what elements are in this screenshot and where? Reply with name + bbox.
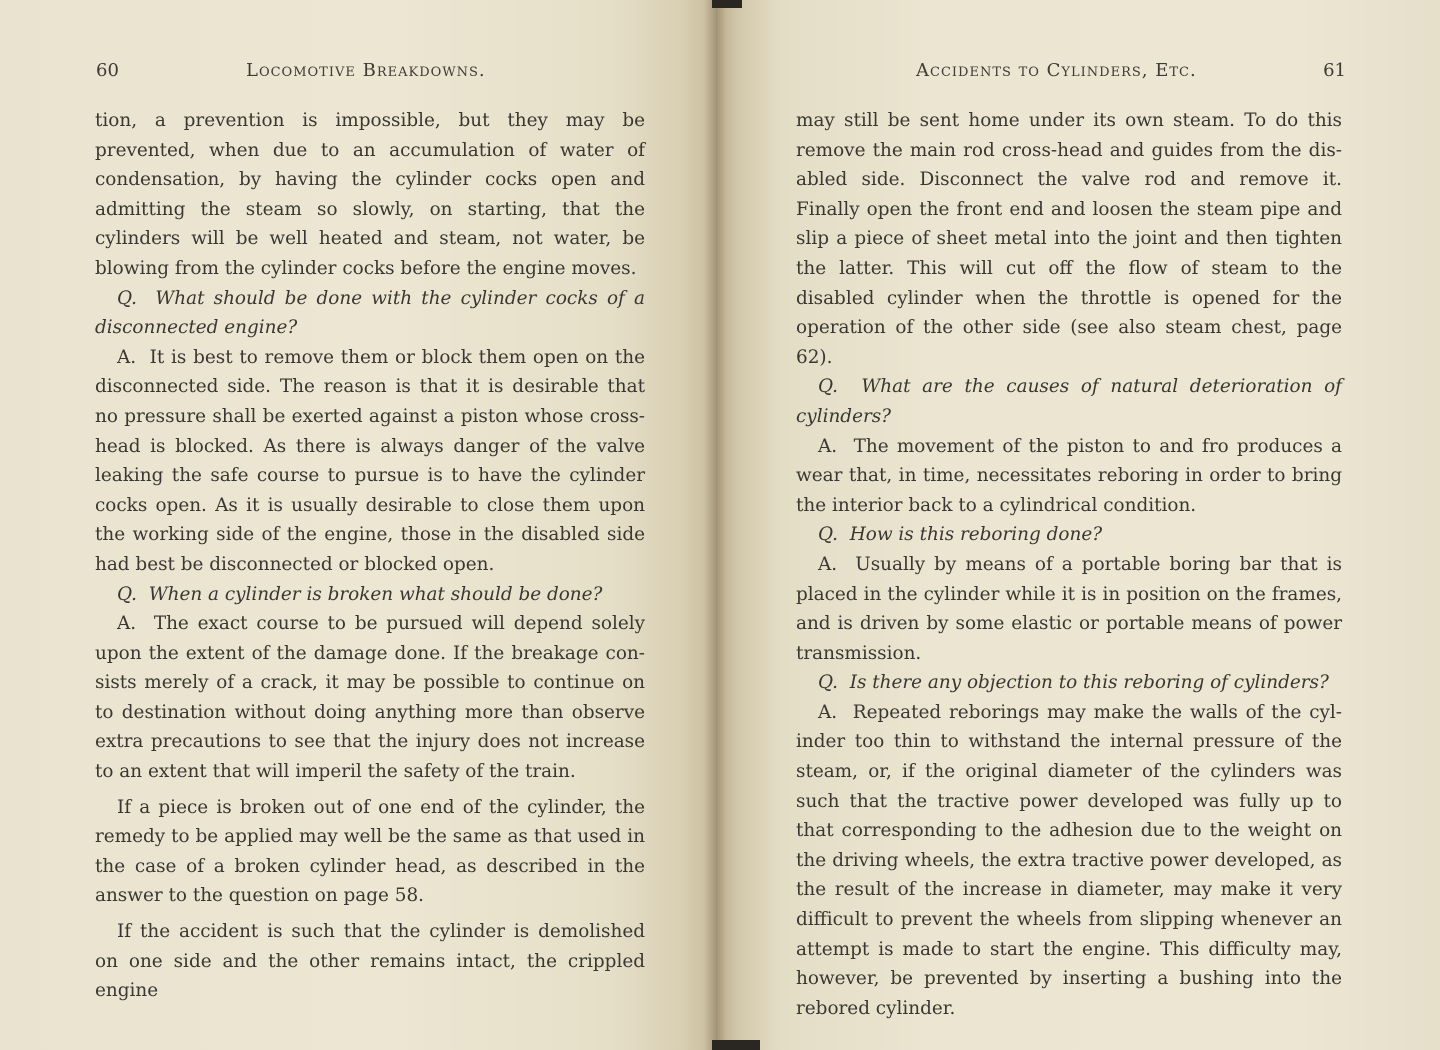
answer-paragraph [95,343,645,580]
paragraph: If a piece is broken out of one end of the cylinder, the remedy to be applied may well be the same as that used in the case of a broken cylinder head, as described in the answer to the question on page 58. [95,796,645,907]
answer-label: A. [818,701,838,723]
left-page-number: 60 [96,60,119,81]
question-paragraph [796,520,1342,550]
question-text: How is this reboring done? [849,524,1103,546]
question-text: When a cylinder is broken what should be done? [148,583,603,605]
answer-text: The exact course to be pursued will depend solely upon the extent of the damage done. If the breakage consists merely of a crack, it may be possible to continue on to destination without doing anything more than observe extra precautions to see that the injury does not increase to an extent that will imperil the safety of the train. [95,613,646,783]
answer-text: It is best to remove them or block them open on the disconnected side. The reason is that it is desirable that no pressure shall be exerted against a piston whose cross-head is blocked. As there is always danger of the valve leaking the safe course to pursue is to have the cylinder cocks open. As it is usually desirable to close them upon the working side of the engine, those in the disabled side had best be disconnected or blocked open. [95,346,645,575]
left-page-body [95,106,645,1006]
paragraph: may still be sent home under its own steam. To do this remove the main rod cross-head and guides from the disabled side. Disconnect the valve rod and remove it. Finally open the front end and loosen the steam pipe and slip a piece of sheet metal into the joint and then tighten the latter. This will cut off the flow of steam to the disabled cylinder when the throttle is opened for the operation of the other side (see also steam chest, page 62). [796,110,1342,368]
paragraph: tion, a prevention is impossible, but they may be prevented, when due to an accumulation of water of condensation, by having the cylinder cocks open and admitting the steam so slowly, on starting, that the cylinders will be well heated and steam, not water, be blowing from the cylinder cocks before the engine moves. [95,110,645,279]
answer-paragraph [796,432,1342,521]
question-paragraph [95,580,645,610]
book-gutter [704,0,726,1050]
answer-label: A. [818,553,838,575]
question-label: Q. [117,583,138,605]
answer-text: Usually by means of a portable boring bar that is placed in the cylinder while it is in position on the frames, and is driven by some elastic or portable means of power transmission. [796,553,1342,664]
right-running-head: Accidents to Cylinders, Etc. [916,60,1197,81]
question-label: Q. [818,672,839,694]
answer-text: The movement of the piston to and fro produces a wear that, in time, necessitates reboring in order to bring the interior back to a cylindrical condition. [796,435,1342,516]
left-running-head: Locomotive Breakdowns. [246,60,486,81]
question-text: What are the causes of natural deterioration of cylinders? [796,376,1342,427]
gutter-shadow-bottom [712,1040,760,1050]
right-page-body [796,106,1342,1023]
answer-paragraph [95,609,645,787]
gutter-shadow-top [712,0,742,8]
paragraph: If the accident is such that the cylinder is demolished on one side and the other remains intact, the crippled engine [95,921,645,1002]
question-label: Q. [818,524,839,546]
right-page-number: 61 [1323,60,1346,81]
answer-paragraph [796,698,1342,1024]
question-paragraph [796,372,1342,431]
right-page [716,0,1440,1050]
question-label: Q. [117,287,138,309]
question-text: What should be done with the cylinder cocks of a disconnected engine? [95,287,645,339]
question-paragraph [95,284,645,343]
answer-text: Repeated reborings may make the walls of the cylinder too thin to withstand the internal pressure of the steam, or, if the original diameter of the cylinders was such that the tractive power developed was fully up to that corresponding to the adhesion due to the weight on the driving wheels, the extra tractive power developed, as the result of the increase in diameter, may make it very difficult to prevent the wheels from slipping whenever an attempt is made to start the engine. This difficulty may, however, be prevented by inserting a bushing into the rebored cylinder. [796,701,1342,1019]
answer-label: A. [818,435,838,457]
left-page [0,0,716,1050]
answer-paragraph [796,550,1342,668]
question-label: Q. [818,376,839,398]
question-text: Is there any objection to this reboring of cylinders? [849,672,1329,694]
answer-label: A. [117,346,137,368]
question-paragraph [796,668,1342,698]
answer-label: A. [117,613,137,635]
